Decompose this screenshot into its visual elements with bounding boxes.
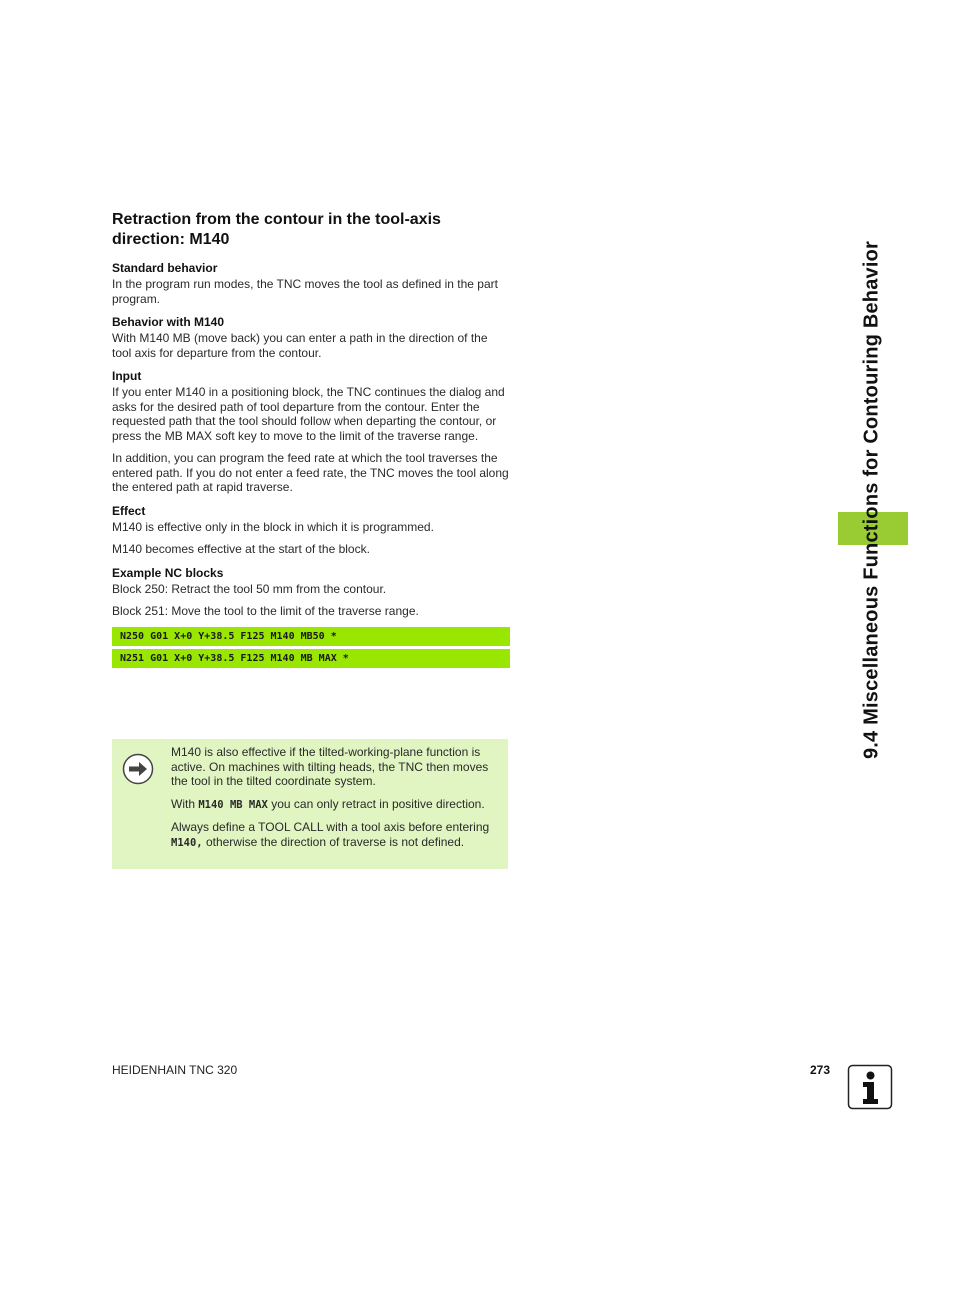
effect-text-1: M140 is effective only in the block in which it is programmed.	[112, 519, 434, 534]
note-p3-pre: Always define a TOOL CALL with a tool axis before entering	[171, 820, 490, 834]
section-title: Retraction from the contour in the tool-axis direction: M140	[112, 211, 441, 248]
note-box	[112, 739, 508, 869]
nc-code-block	[112, 627, 510, 668]
effect-text-2: M140 becomes effective at the start of the block.	[112, 542, 370, 556]
info-icon	[847, 1064, 893, 1110]
main-content	[112, 210, 510, 671]
note-paragraph-1: M140 is also effective if the tilted-working-plane function is active. On machines with tilting heads, the TNC then moves the tool in the tilted coordinate system.	[171, 745, 489, 788]
note-p3-post: otherwise the direction of traverse is not defined.	[202, 834, 465, 849]
example-text-2: Block 251: Move the tool to the limit of the traverse range.	[112, 604, 419, 618]
input-text-1: If you enter M140 in a positioning block, the TNC continues the dialog and asks for the desired path of tool departure from the contour. Enter the requested path that the tool should follow when departing the contour, or press the MB MAX soft key to move to the limit of the traverse range.	[112, 385, 505, 443]
note-text	[171, 745, 503, 858]
nc-code-line: N250 G01 X+0 Y+38.5 F125 M140 MB50 *	[112, 627, 510, 646]
input-text-2: In addition, you can program the feed rate at which the tool traverses the entered path. If you do not enter a feed rate, the TNC moves the tool along the entered path at rapid traverse.	[112, 451, 509, 494]
standard-behavior-heading: Standard behavior	[112, 261, 218, 275]
standard-behavior-text: In the program run modes, the TNC moves the tool as defined in the part program.	[112, 277, 498, 306]
input-heading: Input	[112, 369, 142, 383]
note-p3-code: M140,	[171, 836, 203, 849]
page-number: 273	[809, 1063, 830, 1077]
note-paragraph-2	[171, 797, 503, 813]
note-p2-code: M140 MB MAX	[198, 798, 268, 811]
behavior-m140-heading: Behavior with M140	[112, 315, 225, 329]
example-text-1: Block 250: Retract the tool 50 mm from the contour.	[112, 581, 387, 596]
behavior-m140-text: With M140 MB (move back) you can enter a path in the direction of the tool axis for departure from the contour.	[112, 331, 488, 360]
note-p2-post: you can only retract in positive direction.	[267, 796, 485, 811]
note-paragraph-3	[171, 820, 503, 850]
chapter-side-title-text: 9.4 Miscellaneous Functions for Contouring Behavior	[860, 240, 883, 760]
footer-product: HEIDENHAIN TNC 320	[112, 1063, 238, 1077]
arrow-right-icon	[122, 753, 154, 785]
example-heading: Example NC blocks	[112, 565, 224, 580]
note-p2-pre: With	[171, 796, 199, 811]
effect-heading: Effect	[112, 503, 146, 518]
nc-code-line: N251 G01 X+0 Y+38.5 F125 M140 MB MAX *	[112, 649, 510, 668]
